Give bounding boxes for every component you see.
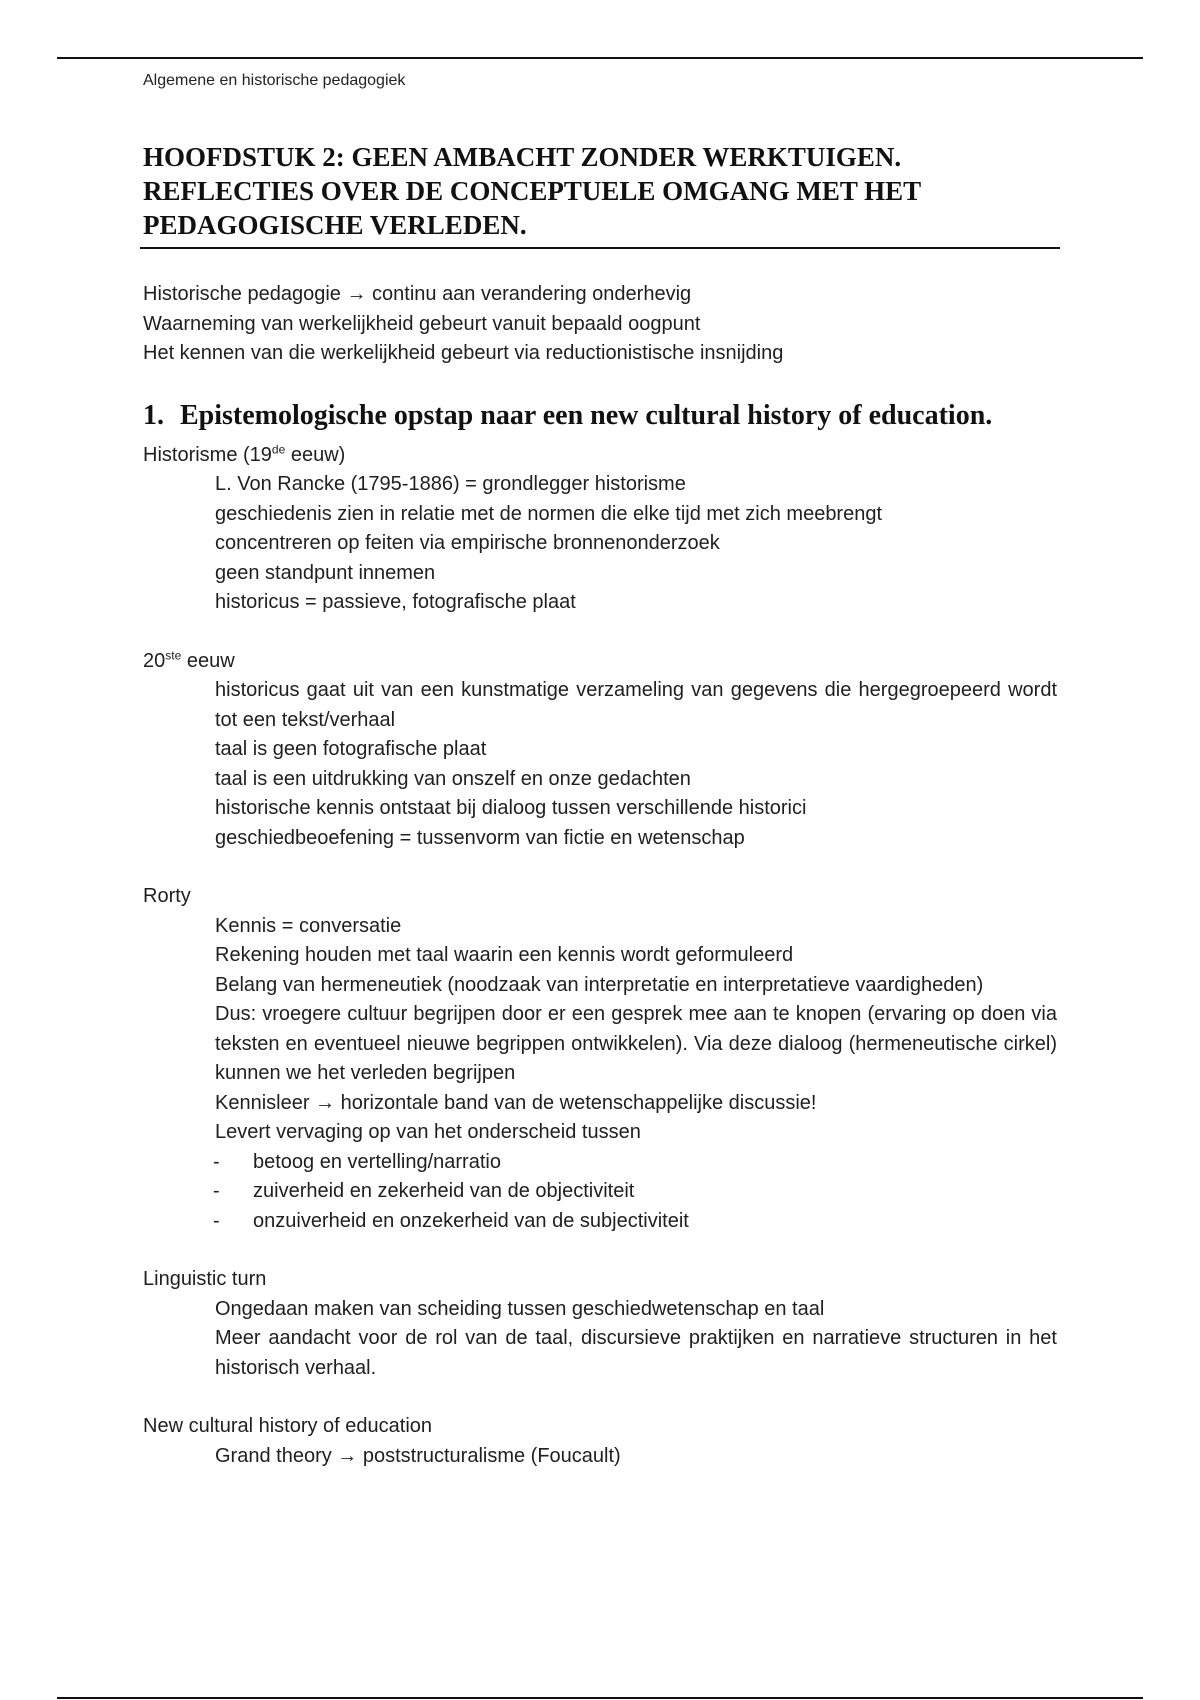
list-item: Levert vervaging op van het onderscheid tussen [215,1121,641,1143]
rorty-block [143,882,1057,1236]
intro-line: Historische pedagogie → continu aan verandering onderhevig [143,283,692,305]
section-title: Epistemologische opstap naar een new cultural history of education. [180,399,993,431]
list-item: Kennisleer → horizontale band van de wetenschappelijke discussie! [215,1091,817,1114]
list-item: Belang van hermeneutiek (noodzaak van interpretatie en interpretatieve vaardigheden) [215,973,984,996]
bullet-item: - onzuiverheid en onzekerheid van de subjectiviteit [213,1207,1057,1237]
chapter-title [143,140,1063,242]
list-item: Ongedaan maken van scheiding tussen geschiedwetenschap en taal [215,1297,825,1320]
list-item: L. Von Rancke (1795-1886) = grondlegger historisme [215,473,686,495]
list-item: Grand theory → poststructuralisme (Foucault) [215,1444,621,1467]
list-item: historicus = passieve, fotografische plaat [215,591,576,613]
rorty-label: Rorty [143,885,191,907]
list-item: Dus: vroegere cultuur begrijpen door er een gesprek mee aan te knopen (ervaring op doen via teksten en eventueel nieuwe begrippen ontwikkelen). Via deze dialoog (hermeneutische cirkel) kunnen we het verleden begrijpen [215,1003,1057,1084]
list-item: concentreren op feiten via empirische bronnenonderzoek [215,532,720,554]
list-item: Meer aandacht voor de rol van de taal, discursieve praktijken en narratieve structuren in het historisch verhaal. [215,1327,1057,1379]
list-item: historicus gaat uit van een kunstmatige verzameling van gegevens die hergegroepeerd wordt tot een tekst/verhaal [215,679,1057,731]
chapter-title-line: REFLECTIES OVER DE CONCEPTUELE OMGANG MET HET [143,176,922,206]
title-underline [140,247,1060,249]
list-item: Kennis = conversatie [215,914,402,937]
linguistic-turn-list [143,1295,1057,1384]
page-bottom-rule [57,1697,1143,1699]
list-item: historische kennis ontstaat bij dialoog tussen verschillende historici [215,797,807,819]
document-body [143,280,1057,1500]
list-item: taal is een uitdrukking van onszelf en onze gedachten [215,767,691,790]
bullet-item: - zuiverheid en zekerheid van de objectiviteit [213,1177,1057,1207]
linguistic-turn-block [143,1265,1057,1383]
linguistic-turn-label: Linguistic turn [143,1268,267,1290]
rorty-bullet-list [143,1148,1057,1237]
chapter-title-line: PEDAGOGISCHE VERLEDEN. [143,210,527,240]
list-item: geschiedenis zien in relatie met de normen die elke tijd met zich meebrengt [215,502,883,525]
list-item: Rekening houden met taal waarin een kennis wordt geformuleerd [215,944,794,966]
new-cultural-history-list [143,1442,1057,1472]
bullet-item: - betoog en vertelling/narratio [213,1148,1057,1178]
twentieth-century-list [143,676,1057,853]
twentieth-century-block [143,647,1057,854]
list-item: geen standpunt innemen [215,561,436,584]
intro-line: Waarneming van werkelijkheid gebeurt vanuit bepaald oogpunt [143,312,701,335]
section-number: 1. [143,399,164,431]
rorty-list [143,912,1057,1148]
new-cultural-history-label: New cultural history of education [143,1415,433,1437]
running-header: Algemene en historische pedagogiek [143,72,406,89]
intro-line: Het kennen van die werkelijkheid gebeurt via reductionistische insnijding [143,342,784,364]
list-item: taal is geen fotografische plaat [215,738,487,760]
historisme-block [143,441,1057,618]
page-top-rule [57,57,1143,59]
historisme-list [143,470,1057,618]
chapter-title-line: HOOFDSTUK 2: GEEN AMBACHT ZONDER WERKTUIGEN. [143,142,902,172]
new-cultural-history-block [143,1412,1057,1471]
twentieth-century-label: 20ste eeuw [143,647,235,672]
section-heading [143,399,1057,433]
list-item: geschiedbeoefening = tussenvorm van fictie en wetenschap [215,826,745,849]
historisme-label: Historisme (19de eeuw) [143,441,346,466]
intro-block [143,280,1057,369]
